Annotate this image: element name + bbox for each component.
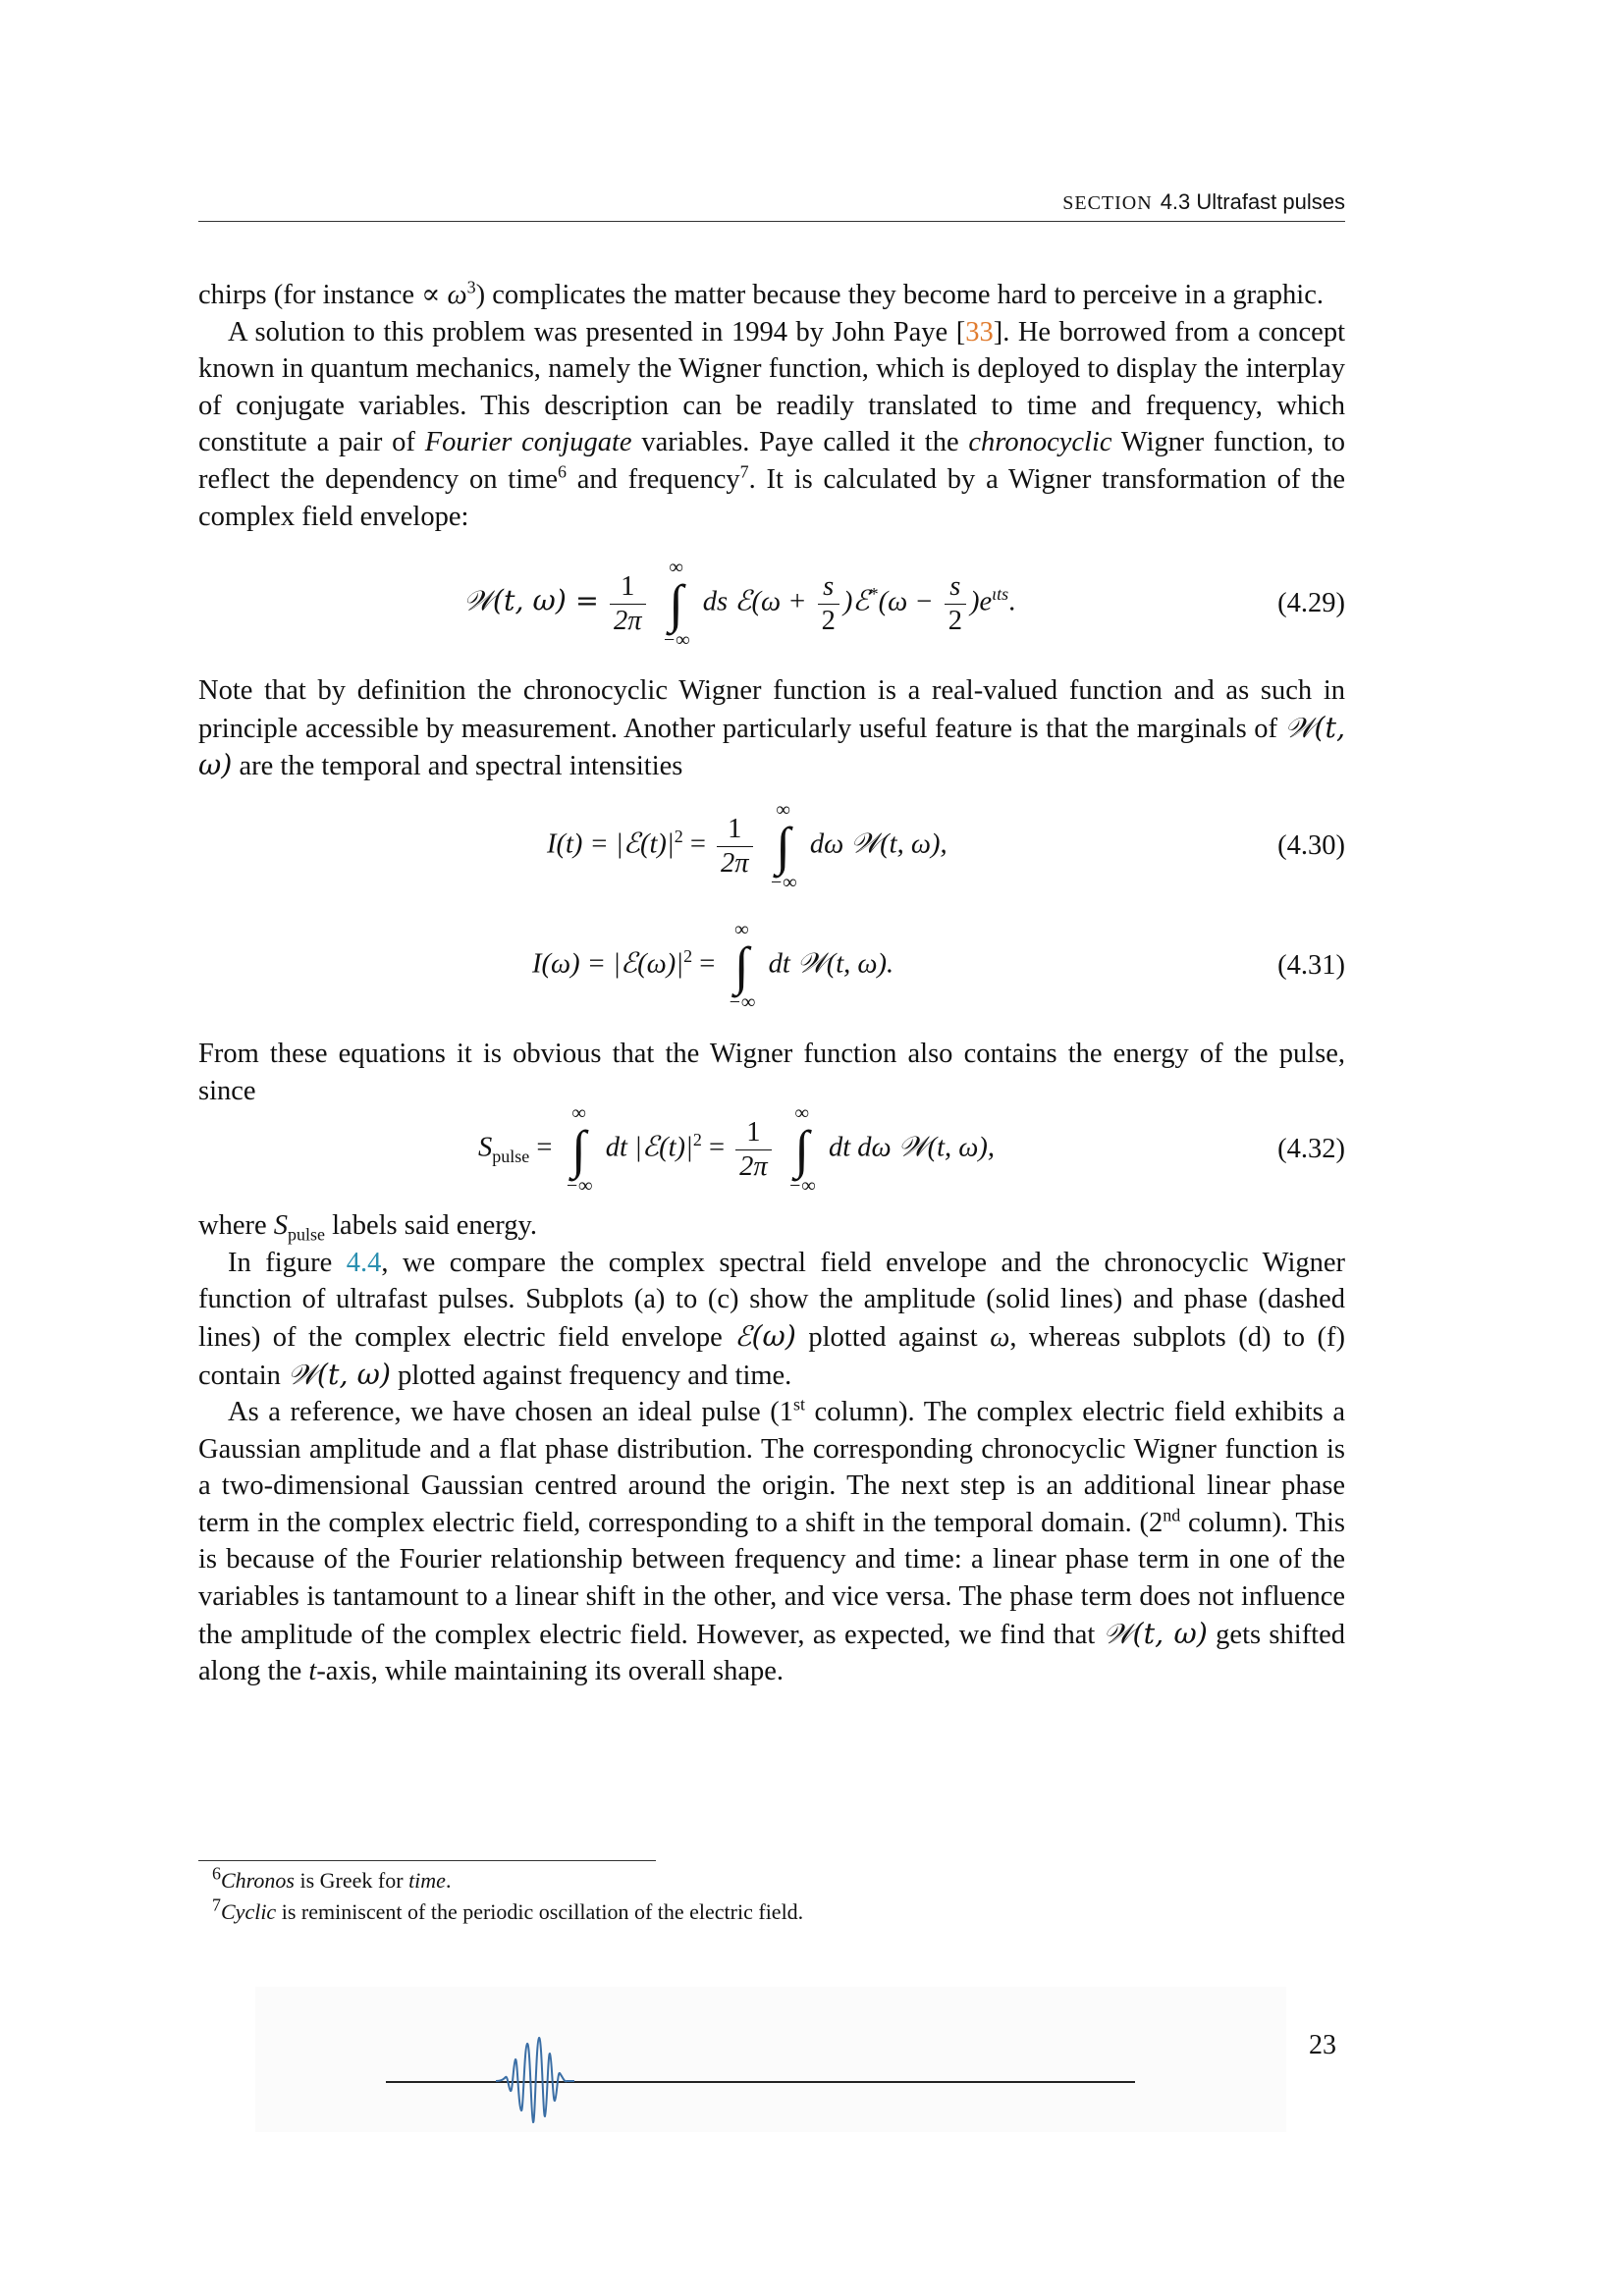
integral bbox=[722, 919, 761, 1013]
eq-sign: = bbox=[529, 1132, 553, 1163]
math: ℰ(ω) bbox=[734, 1319, 796, 1353]
text: chirps (for instance ∝ bbox=[198, 280, 448, 310]
text: where bbox=[198, 1210, 274, 1242]
upper-limit: ∞ bbox=[734, 918, 749, 940]
superscript: st bbox=[792, 1394, 805, 1415]
equation-number: (4.29) bbox=[1277, 588, 1345, 619]
lower-limit: −∞ bbox=[728, 990, 756, 1013]
subscript: pulse bbox=[492, 1147, 530, 1167]
text: column). This is because of the Fourier relationship between frequency and time: a linear phase term in one of the variables is tantamount to a linear shift in the other, and vice versa. The phase term does not influence the amplitude of the complex electric field. However, as expected, we find that bbox=[198, 1507, 1345, 1650]
paragraph-2 bbox=[198, 314, 1345, 536]
text: ]. He borrowed from a concept known in quantum mechanics, namely the Wigner function, which is deployed to display the interplay of conjugate variables. This description can be readily translated to time and frequency, which constitute a pair of bbox=[198, 316, 1345, 458]
superscript: 2 bbox=[692, 1130, 702, 1150]
header-section-label: SECTION bbox=[1062, 192, 1153, 214]
equation-4-29 bbox=[198, 535, 1345, 672]
equation-expression bbox=[532, 919, 893, 1013]
equation-expression bbox=[478, 1102, 995, 1197]
eq-body: dt dω 𝒲(t, ω), bbox=[828, 1132, 995, 1163]
citation-link[interactable]: 33 bbox=[965, 316, 994, 347]
eq-body: . bbox=[1008, 586, 1016, 617]
footnote-rule bbox=[198, 1860, 656, 1861]
emphasis: Cyclic bbox=[221, 1899, 277, 1924]
eq-sign: = bbox=[701, 1132, 726, 1163]
frac-num: 1 bbox=[717, 813, 753, 847]
frac-den: 2 bbox=[821, 605, 836, 636]
eq-body: (ω − bbox=[878, 586, 941, 617]
footnote-6 bbox=[212, 1865, 1345, 1896]
footnote-mark: 7 bbox=[212, 1895, 221, 1915]
integral bbox=[657, 557, 696, 651]
math: 𝒲(t, ω) bbox=[288, 1358, 391, 1391]
eq-body: ds ℰ(ω + bbox=[702, 586, 814, 617]
fraction bbox=[818, 570, 839, 638]
math-s: S bbox=[273, 1210, 288, 1242]
math: t bbox=[308, 1656, 317, 1687]
fraction bbox=[610, 570, 646, 638]
pulse-waveform-icon bbox=[496, 2032, 574, 2130]
text: is reminiscent of the periodic oscillation of the electric field. bbox=[276, 1899, 804, 1924]
text: . It is calculated by a Wigner transformation of the complex field envelope: bbox=[198, 463, 1345, 532]
lower-limit: −∞ bbox=[565, 1175, 593, 1198]
integral-sign: ∫ bbox=[734, 935, 749, 995]
emphasis: Chronos bbox=[221, 1868, 295, 1893]
superscript: 2 bbox=[674, 827, 683, 847]
superscript: * bbox=[869, 584, 879, 605]
exponent: ιts bbox=[992, 584, 1009, 605]
integral-sign: ∫ bbox=[776, 817, 791, 877]
eq-sign: = bbox=[692, 948, 716, 980]
frac-num: s bbox=[945, 570, 966, 605]
footer-band bbox=[255, 1987, 1286, 2132]
fraction bbox=[735, 1116, 772, 1184]
eq-body: dω 𝒲(t, ω), bbox=[809, 828, 947, 860]
text: is Greek for bbox=[294, 1868, 409, 1893]
text: plotted against frequency and time. bbox=[390, 1360, 792, 1391]
paragraph-4: From these equations it is obvious that the Wigner function also contains the energy of the pulse, since bbox=[198, 1038, 1345, 1106]
text: ) complicates the matter because they become hard to perceive in a graphic. bbox=[475, 280, 1324, 310]
frac-num: s bbox=[818, 570, 839, 605]
integral-sign: ∫ bbox=[669, 574, 684, 634]
footnotes bbox=[198, 1865, 1345, 1928]
text: , we compare the complex spectral field envelope and the chronocyclic Wigner function of ultrafast pulses. Subplots (a) to (c) show the amplitude (solid lines) and phase (dashed lines) of the complex electric field envelope bbox=[198, 1247, 1345, 1353]
text: In figure bbox=[228, 1247, 347, 1278]
emphasis: Fourier conjugate bbox=[424, 427, 632, 458]
subscript: pulse bbox=[288, 1224, 325, 1245]
frac-den: 2π bbox=[721, 847, 749, 879]
frac-den: 2 bbox=[947, 605, 962, 636]
upper-limit: ∞ bbox=[794, 1102, 809, 1125]
math-wigner: 𝒲(t, ω) bbox=[198, 711, 1345, 782]
integral-sign: ∫ bbox=[571, 1120, 586, 1180]
page-number: 23 bbox=[1309, 2030, 1336, 2060]
footnote-mark-7: 7 bbox=[739, 461, 749, 482]
frac-num: 1 bbox=[735, 1116, 772, 1150]
eq-body: dt |ℰ(t)| bbox=[605, 1132, 693, 1163]
text: plotted against bbox=[795, 1321, 991, 1353]
body-text bbox=[198, 277, 1345, 1690]
header-section-title: 4.3 Ultrafast pulses bbox=[1160, 189, 1345, 214]
math: ω bbox=[990, 1321, 1010, 1353]
eq-lhs: I(ω) = |ℰ(ω)| bbox=[532, 948, 684, 980]
frac-num: 1 bbox=[610, 570, 646, 605]
eq-lhs: I(t) = |ℰ(t)| bbox=[547, 828, 675, 860]
equation-expression bbox=[463, 557, 1015, 651]
footnote-mark-6: 6 bbox=[557, 461, 567, 482]
text: labels said energy. bbox=[325, 1210, 538, 1242]
integral bbox=[764, 799, 803, 893]
text: and frequency bbox=[566, 463, 740, 495]
integral bbox=[783, 1102, 822, 1197]
text: gets shifted along the bbox=[198, 1619, 1346, 1687]
paragraph-6 bbox=[198, 1245, 1345, 1394]
integral bbox=[560, 1102, 599, 1197]
text: are the temporal and spectral intensities bbox=[232, 751, 683, 782]
header-section bbox=[1062, 189, 1345, 215]
emphasis: chronocyclic bbox=[968, 427, 1112, 458]
running-header bbox=[198, 189, 1345, 222]
text: . bbox=[445, 1868, 452, 1893]
eq-body: )e bbox=[969, 586, 993, 617]
emphasis: time bbox=[408, 1868, 446, 1893]
text: , whereas subplots (d) to (f) contain bbox=[198, 1321, 1345, 1391]
upper-limit: ∞ bbox=[571, 1102, 586, 1125]
eq-lhs: 𝒲(t, ω) = bbox=[463, 584, 599, 617]
text: Note that by definition the chronocyclic Wigner function is a real-valued function and as such in principle accessible by measurement. Another particularly useful feature is that the marginals of bbox=[198, 675, 1345, 744]
upper-limit: ∞ bbox=[669, 557, 683, 579]
paragraph-1 bbox=[198, 277, 1345, 314]
superscript: nd bbox=[1163, 1505, 1181, 1525]
math: 𝒲(t, ω) bbox=[1103, 1617, 1208, 1650]
equation-4-30 bbox=[198, 785, 1345, 908]
paragraph-3 bbox=[198, 672, 1345, 785]
figure-link[interactable]: 4.4 bbox=[346, 1247, 382, 1278]
superscript: 2 bbox=[683, 945, 693, 966]
equation-number: (4.30) bbox=[1277, 830, 1345, 862]
upper-limit: ∞ bbox=[776, 799, 790, 822]
text: -axis, while maintaining its overall shape. bbox=[316, 1656, 784, 1687]
paragraph-5 bbox=[198, 1207, 1345, 1245]
text: column). The complex electric field exhibits a Gaussian amplitude and a flat phase distribution. The corresponding chronocyclic Wigner function is a two-dimensional Gaussian centred around the origin. The next step is an additional linear phase term in the complex electric field, corresponding to a shift in the temporal domain. (2 bbox=[198, 1397, 1345, 1538]
footnote-mark: 6 bbox=[212, 1863, 221, 1884]
eq-body: )ℰ bbox=[842, 586, 870, 617]
text: Wigner function, to reflect the dependency on time bbox=[198, 427, 1345, 495]
equation-number: (4.31) bbox=[1277, 950, 1345, 982]
equation-number: (4.32) bbox=[1277, 1134, 1345, 1165]
text: A solution to this problem was presented in 1994 by John Paye [ bbox=[228, 316, 966, 347]
frac-den: 2π bbox=[613, 605, 642, 636]
eq-lhs: S bbox=[478, 1132, 493, 1163]
eq-sign: = bbox=[682, 828, 706, 860]
paragraph-7 bbox=[198, 1394, 1345, 1690]
fraction bbox=[945, 570, 966, 638]
lower-limit: −∞ bbox=[787, 1175, 816, 1198]
equation-4-31 bbox=[198, 908, 1345, 1024]
eq-body: dt 𝒲(t, ω). bbox=[768, 948, 894, 980]
lower-limit: −∞ bbox=[662, 629, 690, 652]
equation-4-32 bbox=[198, 1092, 1345, 1207]
fraction bbox=[717, 813, 753, 881]
superscript: 3 bbox=[466, 277, 476, 297]
frac-den: 2π bbox=[739, 1150, 768, 1182]
footnote-7 bbox=[212, 1896, 1345, 1928]
equation-expression bbox=[547, 799, 947, 893]
text: variables. Paye called it the bbox=[631, 427, 969, 458]
text: As a reference, we have chosen an ideal pulse (1 bbox=[228, 1397, 793, 1428]
lower-limit: −∞ bbox=[769, 872, 797, 894]
integral-sign: ∫ bbox=[794, 1120, 810, 1180]
math-omega: ω bbox=[447, 280, 467, 310]
